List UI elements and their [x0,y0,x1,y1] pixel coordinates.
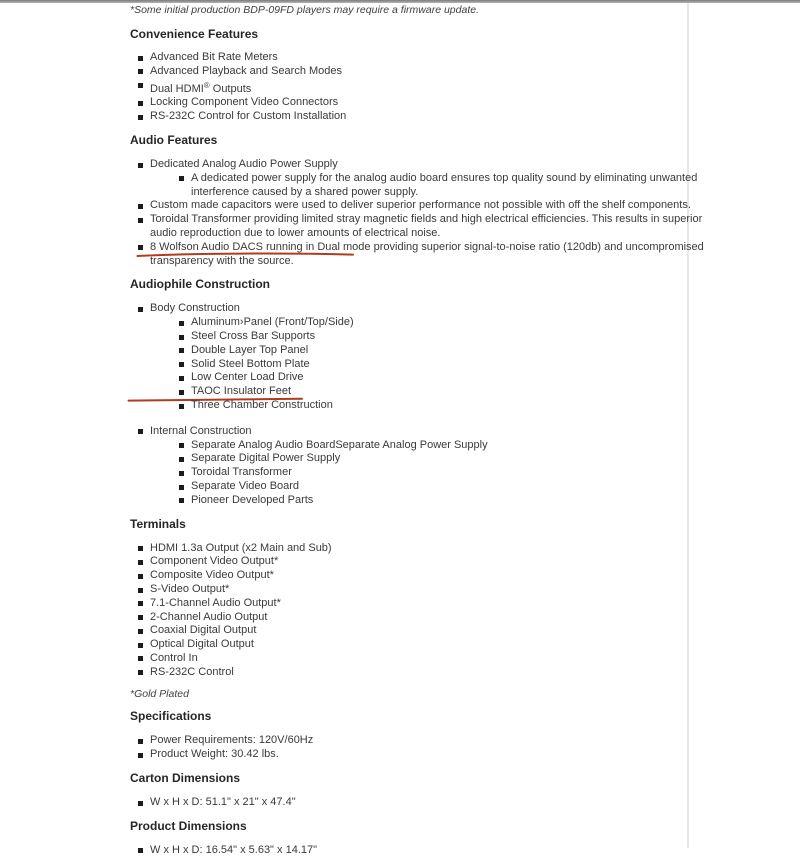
specifications-list [0,734,800,762]
list-item-sub [191,466,800,480]
list-item [150,597,800,611]
list-item-text: S-Video Output* [150,582,230,595]
list-item-text: Advanced Bit Rate Meters [150,51,278,63]
section-title-specifications: Specifications [130,709,212,724]
convenience-list [0,51,800,124]
list-item-text: Advanced Playback and Search Modes [150,64,343,77]
list-item [150,79,800,97]
bullet-icon [179,321,184,326]
list-item-text: 2-Channel Audio Output [150,610,268,623]
carton-list [0,796,800,810]
bullet-icon [179,471,184,476]
list-item-text: 7.1-Channel Audio Output* [150,596,281,609]
top-border [0,0,800,3]
list-item-text: RS-232C Control for Custom Installation [150,110,347,123]
registered-trademark-symbol: ® [203,80,210,90]
bullet-icon [138,848,143,853]
list-item-sub [191,371,800,385]
list-item [150,199,800,213]
list-item-text: Composite Video Output* [150,569,274,582]
list-item-sub [191,452,800,466]
list-item [150,96,800,110]
bullet-icon [179,362,184,367]
list-item-text: Power Requirements: 120V/60Hz [150,734,314,747]
list-item-text: providing superior signal-to-noise ratio (120db) and uncompromised [370,240,704,253]
list-item [150,110,800,124]
list-item [150,51,800,65]
bullet-icon [179,498,184,503]
list-item [150,844,800,858]
list-item-text: Coaxial Digital Output [150,624,257,637]
list-item-text: Toroidal Transformer providing limited stray magnetic fields and high electrical efficiencies. This results in superior [150,213,703,226]
list-item-text [150,241,800,255]
list-item [150,734,800,748]
bullet-icon [179,335,184,340]
list-item-text: Body Construction [150,302,240,315]
list-item-text: Locking Component Video Connectors [150,96,339,109]
bullet-icon [138,83,143,88]
list-item-text: W x H x D: 16.54" x 5.63" x 14.17" [150,843,318,856]
list-item-text: Three Chamber Construction [191,398,333,411]
list-item-text: Dedicated Analog Audio Power Supply [150,157,338,170]
list-item [150,302,800,316]
list-item-text: W x H x D: 51.1" x 21" x 47.4" [150,796,296,809]
audiophile-list [0,302,800,507]
list-item-text: Dual HDMI [150,82,204,95]
list-item-wolfson-dacs [150,241,800,269]
list-item-text: Product Weight: 30.42 lbs. [150,748,279,761]
bullet-icon [179,404,184,409]
list-item-text: Separate Analog Audio BoardSeparate Analog Power Supply [191,438,488,451]
bullet-icon [138,69,143,74]
list-item-text: Optical Digital Output [150,638,254,651]
bullet-icon [138,546,143,551]
bullet-icon [138,643,143,648]
list-item-text: Separate Video Board [191,479,300,492]
list-item-text: Aluminum›Panel (Front/Top/Side) [191,316,354,329]
bullet-icon [138,56,143,61]
list-item [150,666,800,680]
bullet-icon [138,588,143,593]
list-item [150,748,800,762]
section-title-audiophile: Audiophile Construction [130,277,270,292]
bullet-icon [138,574,143,579]
bullet-icon [179,443,184,448]
bullet-icon [138,670,143,675]
audio-list [0,158,800,268]
list-item [150,796,800,810]
list-item-taoc-feet [191,385,800,399]
bullet-icon [138,245,143,250]
list-item-text: Internal Construction [150,424,252,437]
list-item-sub [191,494,800,508]
bullet-icon [138,101,143,106]
list-item-sub [191,439,800,453]
bullet-icon [138,739,143,744]
section-title-carton: Carton Dimensions [130,771,241,786]
list-item-text: Custom made capacitors were used to deliver superior performance not possible with off the shelf components. [150,199,691,212]
bullet-icon [179,376,184,381]
list-item-text: Outputs [209,82,252,95]
list-item-text: Component Video Output* [150,555,279,568]
bullet-icon [138,204,143,209]
list-item-sub [191,330,800,344]
bullet-icon [138,615,143,620]
list-item [150,583,800,597]
list-item-sub [191,399,800,413]
bullet-icon [179,457,184,462]
bullet-icon [179,390,184,395]
list-item [150,542,800,556]
list-item-sub [191,480,800,494]
list-item [150,611,800,625]
list-item [150,213,800,241]
list-item-text: HDMI 1.3a Output (x2 Main and Sub) [150,541,332,554]
bullet-icon [138,753,143,758]
bullet-icon [179,176,184,181]
annotated-text: TAOC Insulator Feet [191,385,292,398]
bullet-icon [138,656,143,661]
firmware-note: *Some initial production BDP-09FD players may require a firmware update. [130,4,479,16]
bullet-icon [179,485,184,490]
list-item-sub [191,358,800,372]
list-item [150,638,800,652]
bullet-icon [138,307,143,312]
list-item-text: Steel Cross Bar Supports [191,329,316,342]
section-title-audio: Audio Features [130,132,218,147]
terminals-list [0,542,800,680]
list-item-text: RS-232C Control [150,665,234,678]
list-item [150,555,800,569]
product-list [0,844,800,858]
bullet-icon [138,218,143,223]
bullet-icon [138,601,143,606]
list-item [150,158,800,172]
bullet-icon [138,115,143,120]
list-item [150,652,800,666]
list-item-text: Pioneer Developed Parts [191,493,314,506]
list-item-text: Low Center Load Drive [191,371,304,384]
list-item-text: transparency with the source. [150,254,294,267]
list-item-sub [191,344,800,358]
list-item [150,425,800,439]
list-item [150,65,800,79]
section-title-terminals: Terminals [130,516,186,531]
bullet-icon [138,560,143,565]
list-item [150,569,800,583]
list-item-sub [191,316,800,330]
list-item-text: Toroidal Transformer [191,466,292,479]
bullet-icon [138,801,143,806]
list-item-text: interference caused by a shared power supply. [191,185,419,198]
annotated-text: 8 Wolfson Audio DACS running in Dual mode [150,240,371,253]
list-item-text: audio reproduction due to lower amounts of electrical noise. [150,226,441,239]
bullet-icon [179,348,184,353]
list-item-text: Solid Steel Bottom Plate [191,357,310,370]
list-item [150,624,800,638]
gold-plated-footnote: *Gold Plated [130,688,189,701]
bullet-icon [138,429,143,434]
bullet-icon [138,163,143,168]
bullet-icon [138,629,143,634]
list-item-text: Separate Digital Power Supply [191,452,341,465]
list-item-text: A dedicated power supply for the analog audio board ensures top quality sound by eliminating unwanted [191,171,698,184]
section-title-convenience: Convenience Features [130,27,259,41]
section-title-product: Product Dimensions [130,818,247,833]
list-item-sub [191,172,800,200]
list-item-text: Double Layer Top Panel [191,343,309,356]
list-item-text: Control In [150,651,198,664]
